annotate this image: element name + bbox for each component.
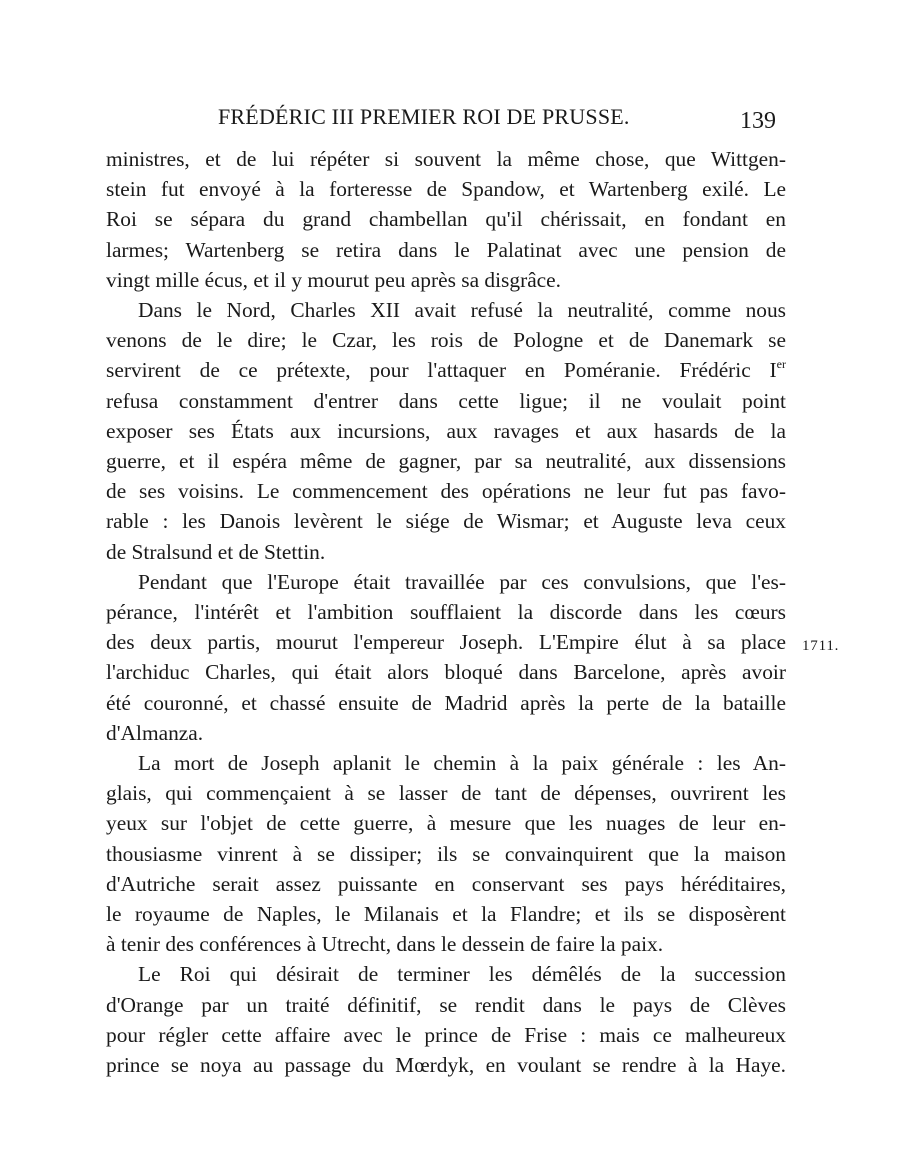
- ordinal-superscript: er: [776, 357, 786, 372]
- text-line: d'Almanza.: [106, 720, 204, 745]
- text-line: l'archiduc Charles, qui était alors bloqué dans Barcelone, après avoir: [106, 660, 786, 685]
- page-number: 139: [740, 108, 776, 134]
- text-line: glais, qui commençaient à se lasser de tant de dépenses, ouvrirent les: [106, 781, 786, 806]
- text-line: pour régler cette affaire avec le prince de Frise : mais ce malheureux: [106, 1022, 786, 1047]
- text-line: thousiasme vinrent à se dissiper; ils se convainquirent que la maison: [106, 841, 786, 866]
- paragraph-3: [106, 567, 786, 748]
- text-line: de Stralsund et de Stettin.: [106, 539, 326, 564]
- text-line: le royaume de Naples, le Milanais et la Flandre; et ils se disposèrent: [106, 902, 786, 927]
- text-line: d'Autriche serait assez puissante en conservant ses pays héréditaires,: [106, 871, 786, 896]
- paragraph-4: [106, 748, 786, 959]
- text-line: refusa constamment d'entrer dans cette ligue; il ne voulait point: [106, 388, 786, 413]
- text-line-fragment: servirent de ce prétexte, pour l'attaquer en Poméranie. Frédéric I: [106, 358, 777, 383]
- text-line: venons de le dire; le Czar, les rois de Pologne et de Danemark se: [106, 328, 786, 353]
- paragraph-2: [106, 295, 786, 567]
- text-line: exposer ses États aux incursions, aux ravages et aux hasards de la: [106, 418, 786, 443]
- paragraph-1: [106, 144, 786, 295]
- text-line: des deux partis, mourut l'empereur Joseph. L'Empire élut à sa place: [106, 630, 786, 655]
- text-line: guerre, et il espéra même de gagner, par sa neutralité, aux dissensions: [106, 449, 786, 474]
- text-line: vingt mille écus, et il y mourut peu après sa disgrâce.: [106, 267, 562, 292]
- body-text: [106, 144, 786, 1080]
- text-line: yeux sur l'objet de cette guerre, à mesure que les nuages de leur en-: [106, 811, 786, 836]
- paragraph-5: [106, 959, 786, 1080]
- margin-note-year: 1711.: [802, 638, 840, 654]
- text-line: de ses voisins. Le commencement des opérations ne leur fut pas favo-: [106, 479, 786, 504]
- text-line: Roi se sépara du grand chambellan qu'il chérissait, en fondant en: [106, 207, 786, 232]
- text-line: ministres, et de lui répéter si souvent la même chose, que Wittgen-: [106, 147, 786, 171]
- text-line: rable : les Danois levèrent le siége de Wismar; et Auguste leva ceux: [106, 509, 786, 534]
- text-line: d'Orange par un traité définitif, se rendit dans le pays de Clèves: [106, 992, 786, 1017]
- text-line: à tenir des conférences à Utrecht, dans le dessein de faire la paix.: [106, 932, 664, 957]
- text-line: Dans le Nord, Charles XII avait refusé la neutralité, comme nous: [138, 298, 786, 323]
- running-title: FRÉDÉRIC III PREMIER ROI DE PRUSSE.: [218, 104, 630, 129]
- text-line: La mort de Joseph aplanit le chemin à la paix générale : les An-: [138, 751, 786, 776]
- text-line: prince se noya au passage du Mœrdyk, en voulant se rendre à la Haye.: [106, 1053, 786, 1078]
- text-line: pérance, l'intérêt et l'ambition soufflaient la discorde dans les cœurs: [106, 600, 786, 625]
- text-line: Le Roi qui désirait de terminer les démêlés de la succession: [138, 962, 786, 987]
- running-head: [0, 104, 900, 136]
- text-line: larmes; Wartenberg se retira dans le Palatinat avec une pension de: [106, 237, 786, 262]
- text-line: été couronné, et chassé ensuite de Madrid après la perte de la bataille: [106, 690, 786, 715]
- text-line: stein fut envoyé à la forteresse de Spandow, et Wartenberg exilé. Le: [106, 177, 786, 202]
- text-line: Pendant que l'Europe était travaillée par ces convulsions, que l'es-: [138, 569, 786, 594]
- text-line-with-superscript: [106, 355, 786, 385]
